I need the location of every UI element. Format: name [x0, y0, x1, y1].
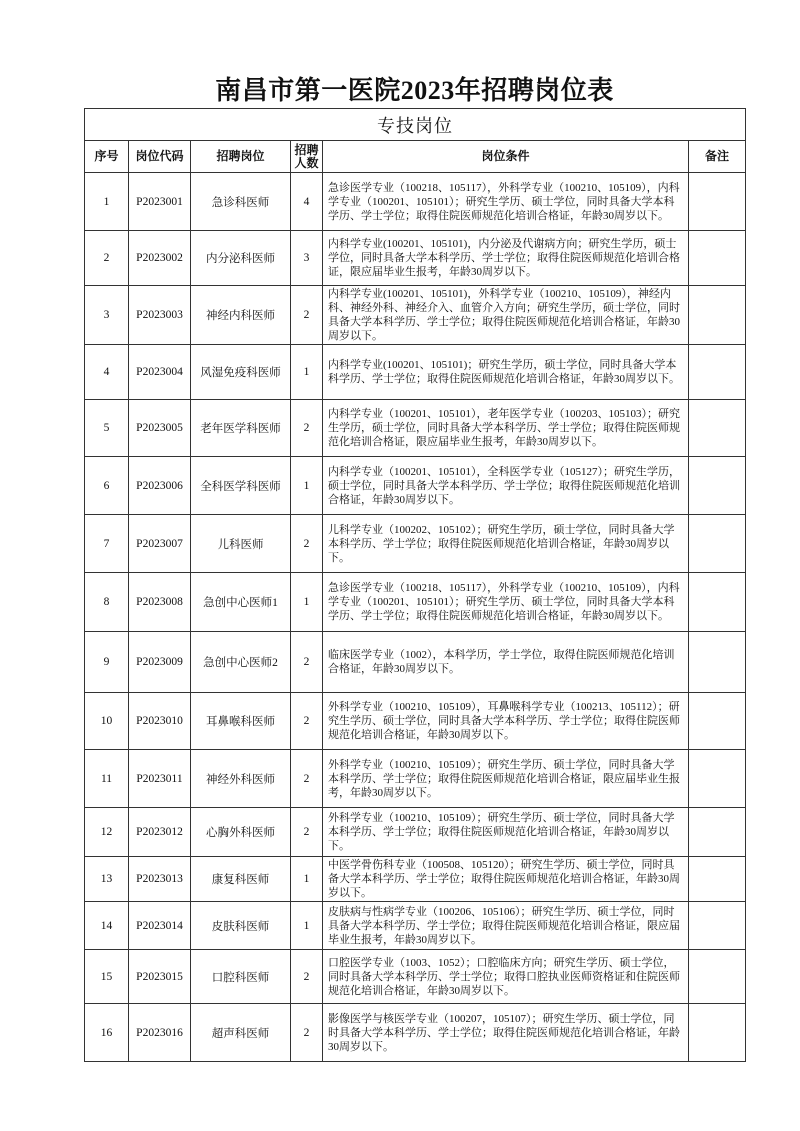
- notes-cell: [689, 950, 746, 1004]
- column-header-post: 招聘岗位: [191, 141, 291, 173]
- post-conditions: 内科学专业(100201、105101)，内分泌及代谢病方向；研究生学历，硕士学位，同时具备大学本科学历、学士学位；取得住院医师规范化培训合格证，限应届毕业生报考，年龄30周岁以下。: [323, 231, 689, 286]
- notes-cell: [689, 857, 746, 902]
- notes-cell: [689, 345, 746, 400]
- post-code: P2023011: [129, 750, 191, 808]
- post-name: 耳鼻喉科医师: [191, 693, 291, 750]
- post-conditions: 影像医学与核医学专业（100207，105107）；研究生学历、硕士学位，同时具备大学本科学历、学士学位；取得住院医师规范化培训合格证，年龄30周岁以下。: [323, 1004, 689, 1062]
- row-number: 13: [85, 857, 129, 902]
- post-name: 皮肤科医师: [191, 902, 291, 950]
- post-name: 儿科医师: [191, 515, 291, 573]
- post-name: 全科医学科医师: [191, 457, 291, 515]
- column-header-count: 招聘 人数: [291, 141, 323, 173]
- post-conditions: 外科学专业（100210、105109）；研究生学历、硕士学位，同时具备大学本科学历、学士学位；取得住院医师规范化培训合格证，年龄30周岁以下。: [323, 808, 689, 857]
- hire-count: 3: [291, 231, 323, 286]
- hire-count: 1: [291, 902, 323, 950]
- notes-cell: [689, 400, 746, 457]
- post-name: 心胸外科医师: [191, 808, 291, 857]
- column-header-no: 序号: [85, 141, 129, 173]
- post-name: 急创中心医师1: [191, 573, 291, 632]
- post-code: P2023010: [129, 693, 191, 750]
- row-number: 10: [85, 693, 129, 750]
- hire-count: 2: [291, 632, 323, 693]
- post-code: P2023009: [129, 632, 191, 693]
- hire-count: 1: [291, 345, 323, 400]
- post-conditions: 急诊医学专业（100218、105117），外科学专业（100210、105109），内科学专业（100201、105101）；研究生学历、硕士学位，同时具备大学本科学历、学士学位；取得住院医师规范化培训合格证，年龄30周岁以下。: [323, 573, 689, 632]
- row-number: 5: [85, 400, 129, 457]
- hire-count: 2: [291, 750, 323, 808]
- post-conditions: 内科学专业（100201、105101），老年医学专业（100203、105103）；研究生学历，硕士学位，同时具备大学本科学历、学士学位；取得住院医师规范化培训合格证，限应届毕业生报考，年龄30周岁以下。: [323, 400, 689, 457]
- notes-cell: [689, 808, 746, 857]
- table-row: [85, 693, 746, 750]
- notes-cell: [689, 632, 746, 693]
- post-conditions: 儿科学专业（100202、105102）；研究生学历，硕士学位，同时具备大学本科学历、学士学位；取得住院医师规范化培训合格证，年龄30周岁以下。: [323, 515, 689, 573]
- post-name: 急创中心医师2: [191, 632, 291, 693]
- post-code: P2023008: [129, 573, 191, 632]
- table-row: [85, 515, 746, 573]
- post-code: P2023006: [129, 457, 191, 515]
- table-row: [85, 173, 746, 231]
- notes-cell: [689, 1004, 746, 1062]
- hire-count: 1: [291, 457, 323, 515]
- table-row: [85, 231, 746, 286]
- hire-count: 2: [291, 400, 323, 457]
- post-name: 神经内科医师: [191, 286, 291, 345]
- notes-cell: [689, 902, 746, 950]
- post-conditions: 外科学专业（100210、105109）；研究生学历、硕士学位，同时具备大学本科学历、学士学位；取得住院医师规范化培训合格证，限应届毕业生报考，年龄30周岁以下。: [323, 750, 689, 808]
- notes-cell: [689, 286, 746, 345]
- post-code: P2023012: [129, 808, 191, 857]
- post-name: 超声科医师: [191, 1004, 291, 1062]
- post-code: P2023004: [129, 345, 191, 400]
- post-conditions: 临床医学专业（1002），本科学历，学士学位，取得住院医师规范化培训合格证，年龄30周岁以下。: [323, 632, 689, 693]
- table-row: [85, 573, 746, 632]
- recruitment-table: [84, 108, 746, 1062]
- post-code: P2023002: [129, 231, 191, 286]
- post-name: 康复科医师: [191, 857, 291, 902]
- notes-cell: [689, 173, 746, 231]
- column-header-row: [85, 141, 746, 173]
- post-conditions: 内科学专业（100201、105101），全科医学专业（105127）；研究生学历，硕士学位，同时具备大学本科学历、学士学位；取得住院医师规范化培训合格证，年龄30周岁以下。: [323, 457, 689, 515]
- hire-count: 2: [291, 515, 323, 573]
- table-row: [85, 286, 746, 345]
- table-row: [85, 400, 746, 457]
- post-code: P2023003: [129, 286, 191, 345]
- table-row: [85, 902, 746, 950]
- post-conditions: 内科学专业(100201、105101)，外科学专业（100210、105109），神经内科、神经外科、神经介入、血管介入方向；研究生学历，硕士学位，同时具备大学本科学历、学士学位；取得住院医师规范化培训合格证，年龄30周岁以下。: [323, 286, 689, 345]
- row-number: 6: [85, 457, 129, 515]
- notes-cell: [689, 515, 746, 573]
- post-conditions: 中医学骨伤科专业（100508、105120）；研究生学历、硕士学位，同时具备大学本科学历、学士学位；取得住院医师规范化培训合格证，年龄30周岁以下。: [323, 857, 689, 902]
- table-row: [85, 1004, 746, 1062]
- hire-count: 2: [291, 950, 323, 1004]
- row-number: 3: [85, 286, 129, 345]
- column-header-notes: 备注: [689, 141, 746, 173]
- section-header-row: [85, 109, 746, 141]
- table-row: [85, 457, 746, 515]
- post-code: P2023013: [129, 857, 191, 902]
- row-number: 8: [85, 573, 129, 632]
- post-code: P2023005: [129, 400, 191, 457]
- row-number: 12: [85, 808, 129, 857]
- notes-cell: [689, 750, 746, 808]
- table-row: [85, 632, 746, 693]
- notes-cell: [689, 693, 746, 750]
- post-conditions: 内科学专业(100201、105101)；研究生学历，硕士学位，同时具备大学本科学历、学士学位；取得住院医师规范化培训合格证，年龄30周岁以下。: [323, 345, 689, 400]
- section-header: 专技岗位: [85, 109, 746, 141]
- post-code: P2023015: [129, 950, 191, 1004]
- post-name: 急诊科医师: [191, 173, 291, 231]
- page-title: 南昌市第一医院2023年招聘岗位表: [215, 76, 614, 105]
- row-number: 16: [85, 1004, 129, 1062]
- post-code: P2023007: [129, 515, 191, 573]
- post-name: 内分泌科医师: [191, 231, 291, 286]
- hire-count: 2: [291, 693, 323, 750]
- post-code: P2023001: [129, 173, 191, 231]
- post-conditions: 口腔医学专业（1003、1052）；口腔临床方向；研究生学历、硕士学位，同时具备大学本科学历、学士学位；取得口腔执业医师资格证和住院医师规范化培训合格证，年龄30周岁以下。: [323, 950, 689, 1004]
- post-code: P2023016: [129, 1004, 191, 1062]
- table-body: [85, 173, 746, 1062]
- post-code: P2023014: [129, 902, 191, 950]
- post-name: 风湿免疫科医师: [191, 345, 291, 400]
- row-number: 11: [85, 750, 129, 808]
- post-name: 口腔科医师: [191, 950, 291, 1004]
- post-conditions: 外科学专业（100210、105109），耳鼻喉科学专业（100213、105112）；研究生学历、硕士学位，同时具备大学本科学历、学士学位；取得住院医师规范化培训合格证，年龄30周岁以下。: [323, 693, 689, 750]
- row-number: 15: [85, 950, 129, 1004]
- post-conditions: 急诊医学专业（100218、105117），外科学专业（100210、105109），内科学专业（100201、105101）；研究生学历、硕士学位，同时具备大学本科学历、学士学位；取得住院医师规范化培训合格证，年龄30周岁以下。: [323, 173, 689, 231]
- row-number: 2: [85, 231, 129, 286]
- post-name: 神经外科医师: [191, 750, 291, 808]
- table-row: [85, 950, 746, 1004]
- column-header-conditions: 岗位条件: [323, 141, 689, 173]
- notes-cell: [689, 573, 746, 632]
- hire-count: 2: [291, 286, 323, 345]
- hire-count: 1: [291, 573, 323, 632]
- row-number: 14: [85, 902, 129, 950]
- column-header-code: 岗位代码: [129, 141, 191, 173]
- table-row: [85, 750, 746, 808]
- post-conditions: 皮肤病与性病学专业（100206、105106）；研究生学历、硕士学位，同时具备大学本科学历、学士学位；取得住院医师规范化培训合格证，限应届毕业生报考，年龄30周岁以下。: [323, 902, 689, 950]
- notes-cell: [689, 457, 746, 515]
- post-name: 老年医学科医师: [191, 400, 291, 457]
- notes-cell: [689, 231, 746, 286]
- table-row: [85, 857, 746, 902]
- row-number: 4: [85, 345, 129, 400]
- hire-count: 2: [291, 1004, 323, 1062]
- table-row: [85, 808, 746, 857]
- hire-count: 2: [291, 808, 323, 857]
- row-number: 1: [85, 173, 129, 231]
- row-number: 9: [85, 632, 129, 693]
- row-number: 7: [85, 515, 129, 573]
- hire-count: 1: [291, 857, 323, 902]
- table-row: [85, 345, 746, 400]
- hire-count: 4: [291, 173, 323, 231]
